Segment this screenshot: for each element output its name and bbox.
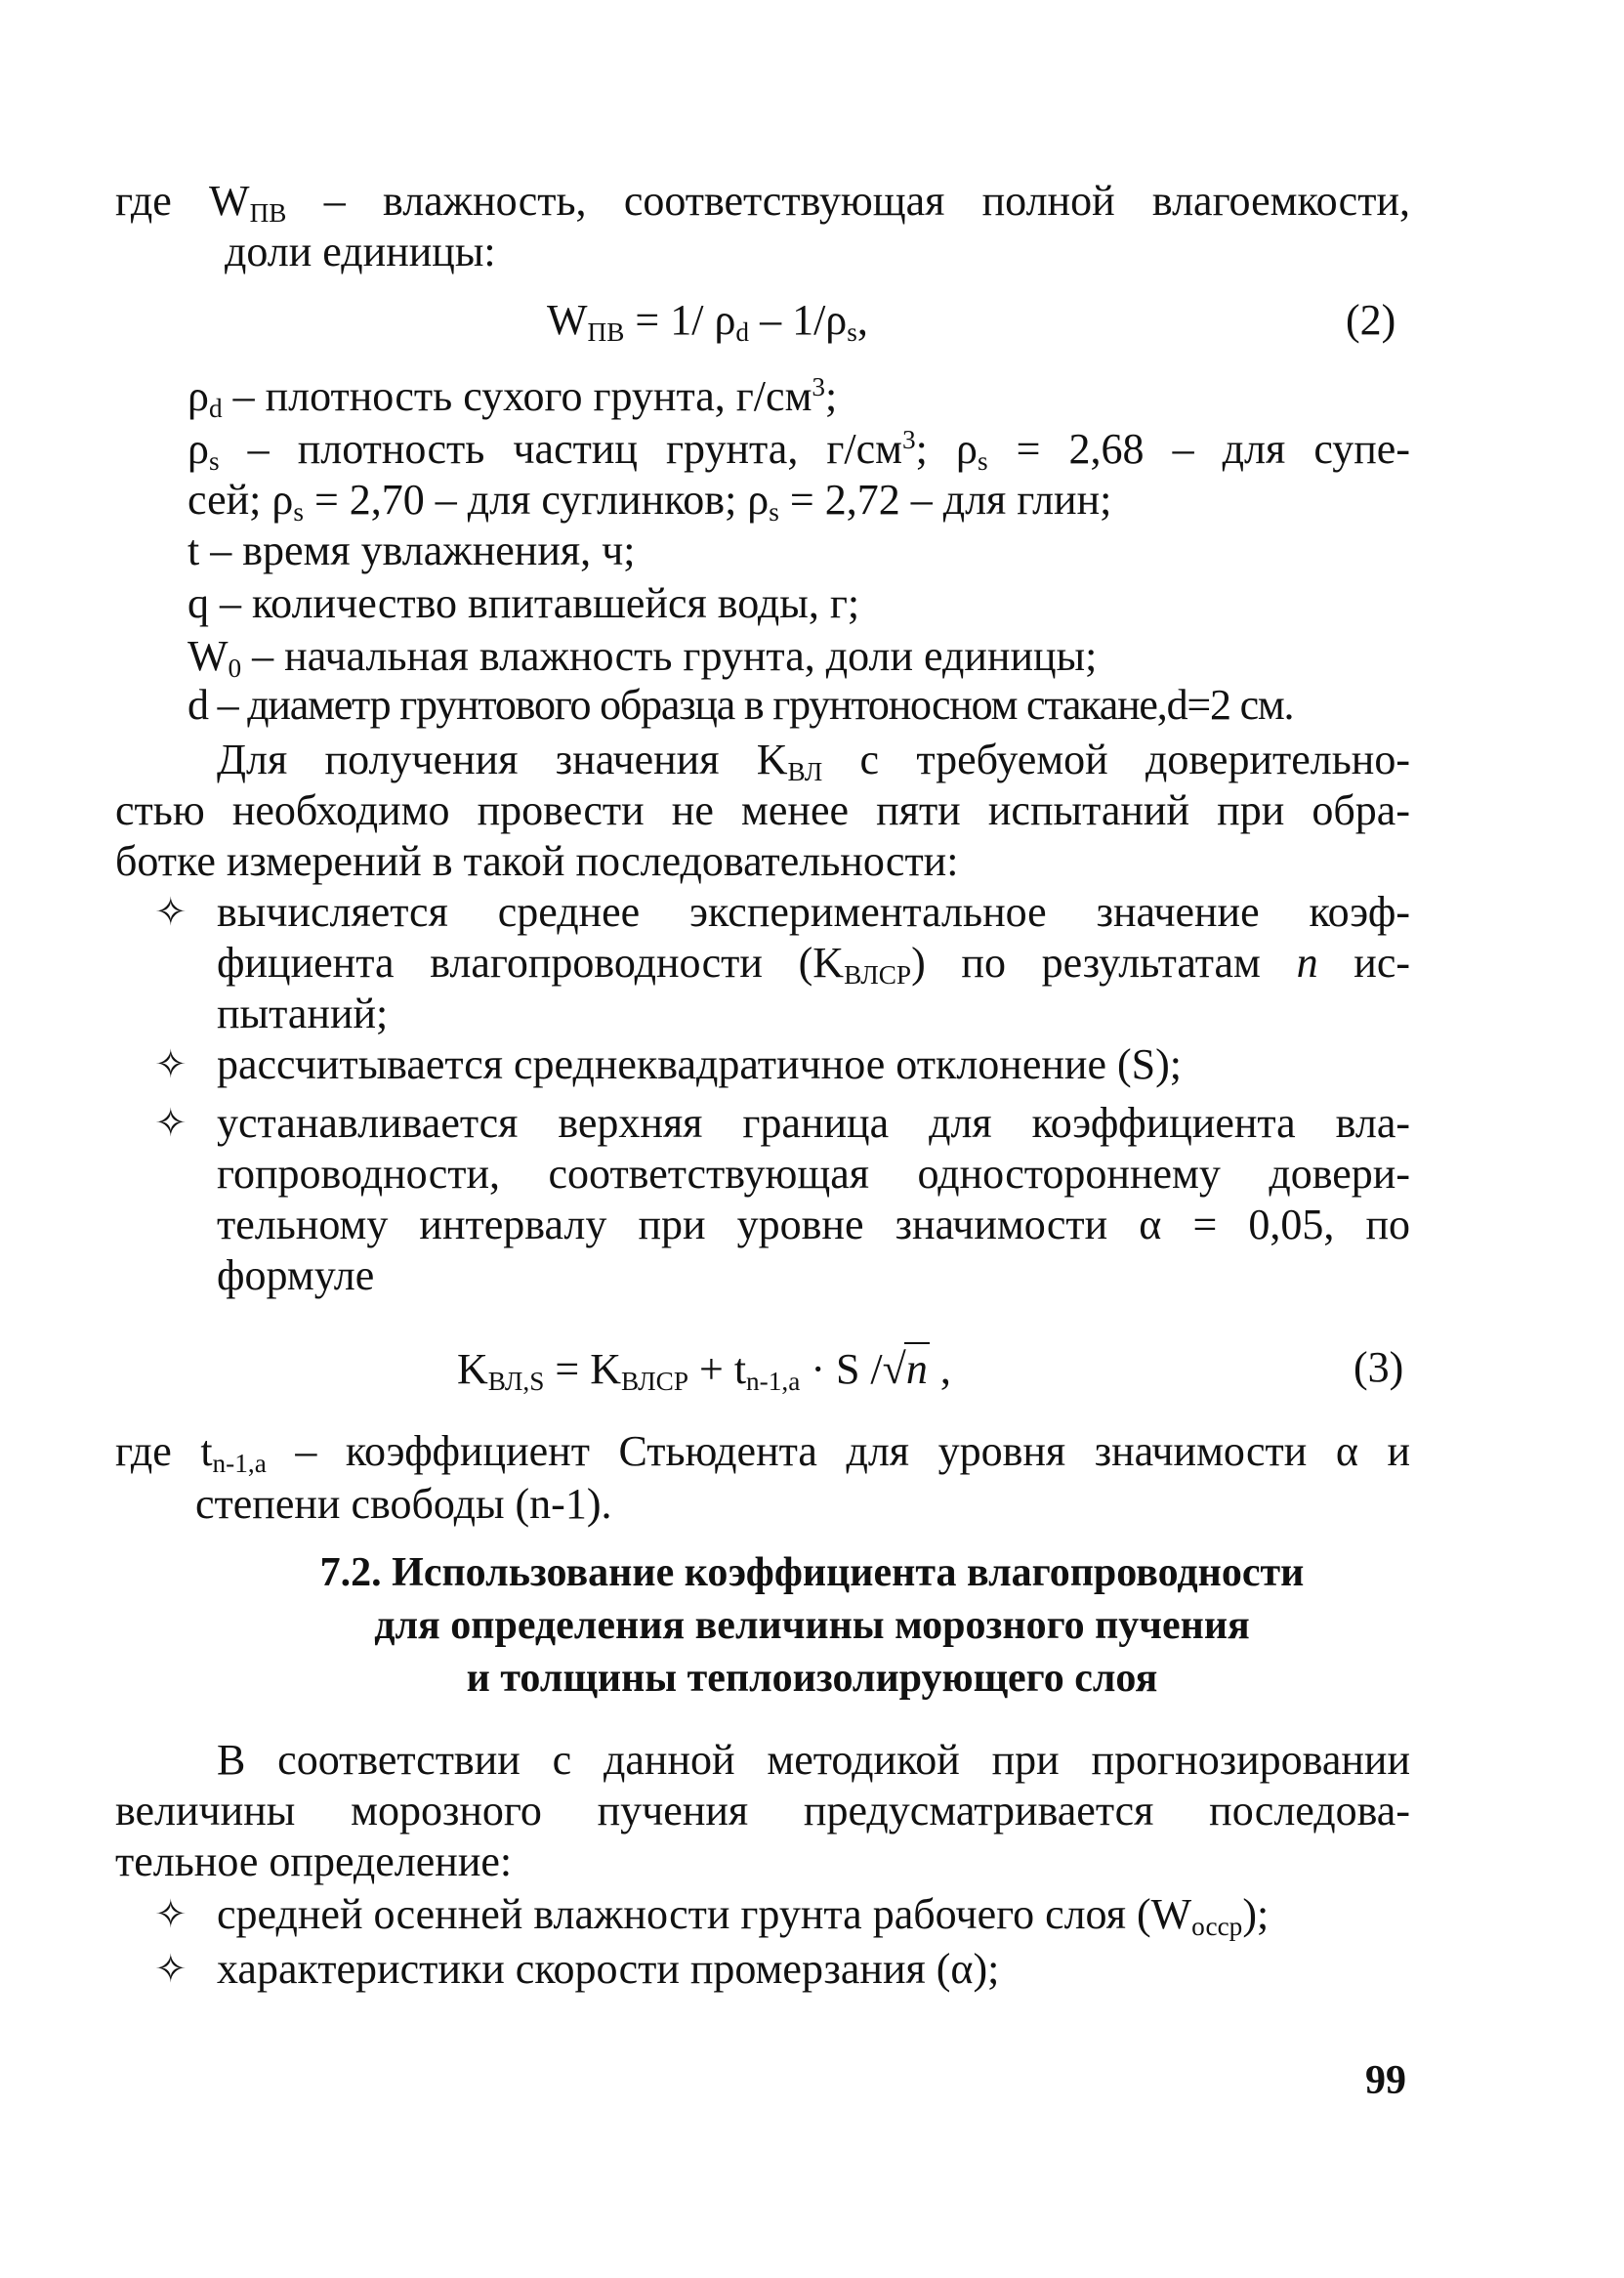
bullet-1-line1: вычисляется среднее экспериментальное значение коэф-	[217, 888, 1410, 936]
bullet-icon: ✧	[154, 1101, 187, 1146]
definition-wpv-line1: где $W_{ПВ}$ – влажность, соответствующая полной влагоемкости,	[115, 177, 1410, 228]
paragraph-2-line2: величины морозного пучения предусматривается последова-	[115, 1787, 1410, 1835]
definition-w0: $W_0$ – начальная влажность грунта, доли единицы;	[187, 632, 1098, 683]
definition-rho-s-line1: $\rho_s$ – плотность частиц грунта, $г/см^3$; $\rho_s = 2,68$ – для супе-	[187, 425, 1410, 476]
bullet-icon: ✧	[154, 1892, 187, 1937]
bullet-3-line4: формуле	[217, 1251, 375, 1299]
bullet-icon: ✧	[154, 1042, 187, 1087]
bullet-icon: ✧	[154, 1947, 187, 1992]
definition-t-student-line2: степени свободы (n-1).	[195, 1480, 612, 1528]
bullet-1-line2: фициента влагопроводности $(K_{ВЛСР})$ по результатам n ис-	[217, 939, 1410, 990]
paragraph-1-line1: Для получения значения $K_{ВЛ}$ с требуемой доверительно-	[217, 736, 1410, 786]
paragraph-2-line3: тельное определение:	[115, 1837, 513, 1885]
definition-wpv-line2: доли единицы:	[225, 228, 496, 275]
section-heading-line3: и толщины теплоизолирующего слоя	[466, 1656, 1158, 1701]
formula-3: $K_{ВЛ,S} = K_{ВЛСР} + t_{n-1,a} \cdot S$ /√n ,	[457, 1342, 951, 1395]
definition-t: t – время увлажнения, ч;	[187, 527, 636, 574]
bullet-3-line1: устанавливается верхняя граница для коэффициента вла-	[217, 1099, 1410, 1147]
bullet-1-line3: пытаний;	[217, 990, 389, 1037]
bullet-3-line3: тельному интервалу при уровне значимости α = 0,05, по	[217, 1201, 1410, 1248]
bullet-2: рассчитывается среднеквадратичное отклонение (S);	[217, 1040, 1182, 1088]
bullet-3-line2: гопроводности, соответствующая одностороннему довери-	[217, 1150, 1410, 1198]
formula-3-number: (3)	[1353, 1343, 1404, 1391]
bullet-5: характеристики скорости промерзания (α);	[217, 1945, 1000, 1993]
paragraph-1-line3: ботке измерений в такой последовательности:	[115, 837, 959, 885]
paragraph-1-line2: стью необходимо провести не менее пяти испытаний при обра-	[115, 786, 1410, 834]
section-heading-line1: 7.2. Использование коэффициента влагопроводности	[319, 1550, 1305, 1595]
definition-d: d – диаметр грунтового образца в грунтоносном стакане,d=2 см.	[187, 681, 1294, 729]
sqrt-sign: √	[882, 1345, 906, 1393]
definition-t-student-line1: где $t_{n-1,a}$ – коэффициент Стьюдента для уровня значимости α и	[115, 1427, 1411, 1478]
definition-q: q – количество впитавшейся воды, г;	[187, 579, 860, 627]
page-number: 99	[1365, 2058, 1406, 2103]
formula-2: $W_{ПВ} = 1/$ $\rho_d - 1/\rho_s$,	[547, 296, 868, 347]
bullet-4: средней осенней влажности грунта рабочего слоя $(W_{осср})$;	[217, 1890, 1270, 1941]
paragraph-2-line1: В соответствии с данной методикой при прогнозировании	[217, 1736, 1410, 1784]
section-heading-line2: для определения величины морозного пучения	[374, 1603, 1250, 1648]
bullet-icon: ✧	[154, 890, 187, 935]
formula-2-number: (2)	[1346, 296, 1396, 344]
definition-rho-s-line2: сей; $\rho_s = 2,70$ – для суглинков; $\rho_s = 2,72$ – для глин;	[187, 476, 1112, 527]
definition-rho-d: $\rho_d$ – плотность сухого грунта, $г/см^3$;	[187, 372, 838, 423]
